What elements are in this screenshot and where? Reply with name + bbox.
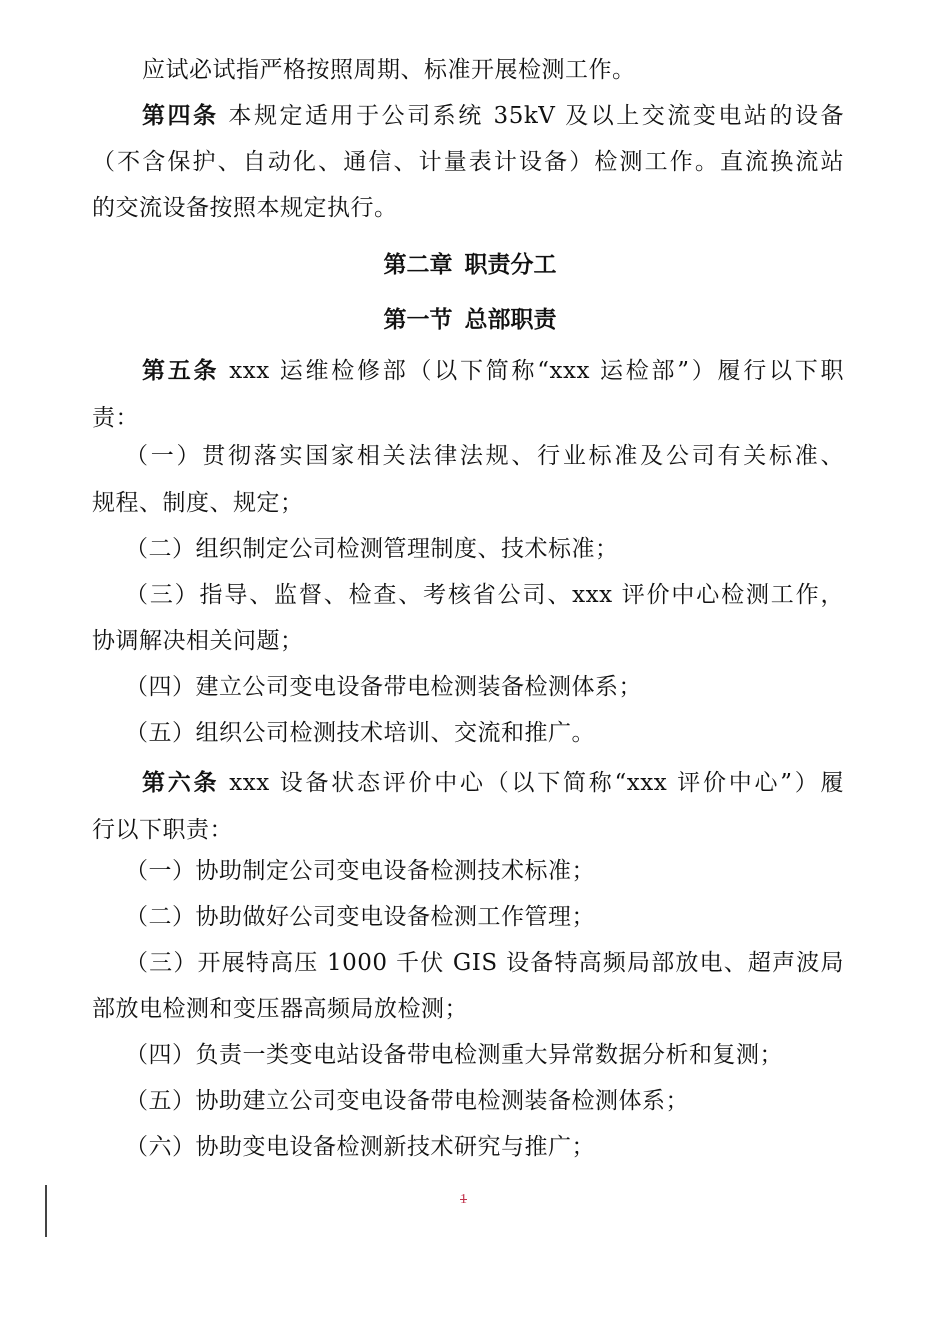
article-5-line-2	[92, 403, 139, 433]
article-6-label: 第六条	[142, 770, 220, 796]
text: （二）组织制定公司检测管理制度、技术标准；	[125, 536, 619, 562]
list-item	[125, 672, 642, 702]
list-item-continuation	[92, 488, 304, 518]
text: （五）组织公司检测技术培训、交流和推广。	[125, 720, 595, 746]
article-5-label: 第五条	[142, 358, 220, 384]
list-item	[125, 580, 844, 610]
article-6-line-1	[142, 768, 844, 798]
text: （五）协助建立公司变电设备带电检测装备检测体系；	[125, 1088, 689, 1114]
text: （三）开展特高压 1000 千伏 GIS 设备特高频局部放电、超声波局	[125, 950, 844, 976]
list-item	[125, 441, 844, 471]
section-number: 第一节	[383, 307, 453, 333]
article-4-line-3	[92, 193, 398, 223]
section-title: 总部职责	[464, 307, 557, 333]
text: （不含保护、自动化、通信、计量表计设备）检测工作。直流换流站	[92, 149, 844, 175]
text: （四）建立公司变电设备带电检测装备检测体系；	[125, 674, 642, 700]
list-item	[125, 1086, 689, 1116]
list-item-continuation	[92, 626, 304, 656]
text: （一）贯彻落实国家相关法律法规、行业标准及公司有关标准、	[125, 443, 844, 469]
page-number: 1	[460, 1192, 467, 1207]
article-4-line-2	[92, 147, 844, 177]
text: 部放电检测和变压器高频局放检测；	[92, 996, 468, 1022]
list-item	[125, 856, 595, 886]
text: 协调解决相关问题；	[92, 628, 304, 654]
list-item-continuation	[92, 994, 468, 1024]
text: （四）负责一类变电站设备带电检测重大异常数据分析和复测；	[125, 1042, 783, 1068]
article-4-line-1	[142, 101, 844, 131]
list-item	[125, 534, 619, 564]
text: （一）协助制定公司变电设备检测技术标准；	[125, 858, 595, 884]
text: 行以下职责：	[92, 817, 233, 843]
text: xxx 运维检修部（以下简称“xxx 运检部”）履行以下职	[219, 358, 844, 384]
list-item	[125, 1132, 595, 1162]
section-heading	[0, 305, 940, 335]
article-4-label: 第四条	[142, 103, 219, 129]
text: 规程、制度、规定；	[92, 490, 304, 516]
text: xxx 设备状态评价中心（以下简称“xxx 评价中心”）履	[219, 770, 844, 796]
text: （六）协助变电设备检测新技术研究与推广；	[125, 1134, 595, 1160]
list-item	[125, 1040, 783, 1070]
text: 应试必试指严格按照周期、标准开展检测工作。	[142, 57, 636, 83]
chapter-heading	[0, 250, 940, 280]
article-6-line-2	[92, 815, 233, 845]
text: （三）指导、监督、检查、考核省公司、xxx 评价中心检测工作，	[125, 582, 844, 608]
revision-bar	[45, 1185, 47, 1237]
text: 责：	[92, 405, 139, 431]
list-item	[125, 902, 595, 932]
chapter-title: 职责分工	[464, 252, 557, 278]
chapter-number: 第二章	[383, 252, 453, 278]
text: （二）协助做好公司变电设备检测工作管理；	[125, 904, 595, 930]
text: 本规定适用于公司系统 35kV 及以上交流变电站的设备	[218, 103, 845, 129]
list-item	[125, 718, 595, 748]
list-item	[125, 948, 844, 978]
paragraph-line	[142, 55, 636, 85]
text: 的交流设备按照本规定执行。	[92, 195, 398, 221]
article-5-line-1	[142, 356, 844, 386]
